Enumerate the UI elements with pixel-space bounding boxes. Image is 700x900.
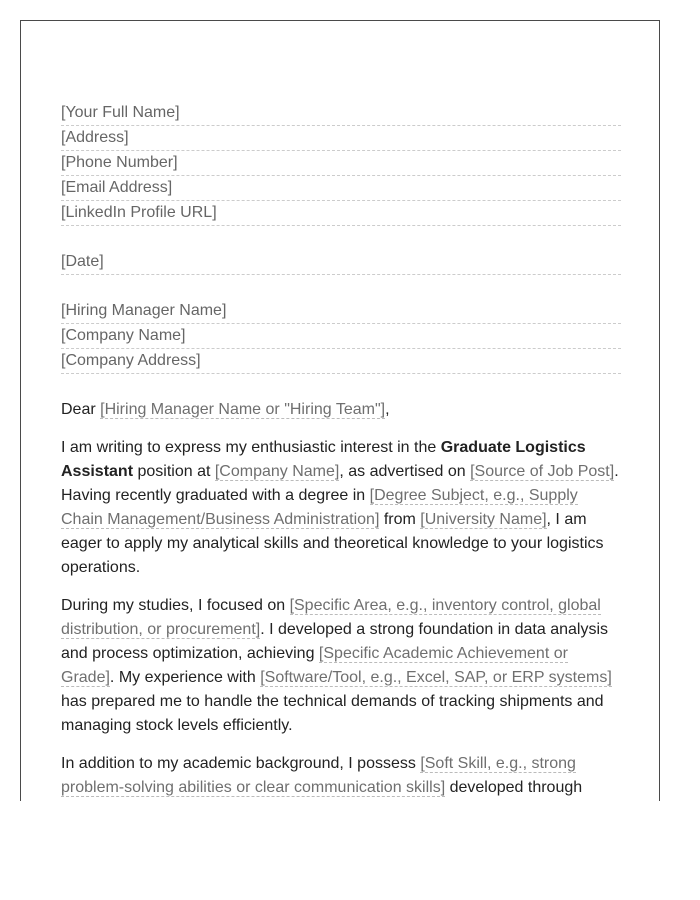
- specific-area-placeholder[interactable]: [Specific Area, e.g., inventory control, global distribution, or procurement]: [61, 597, 601, 638]
- spacer: [61, 275, 621, 299]
- para1-text: , as advertised on: [339, 463, 471, 480]
- sender-block: [61, 101, 621, 226]
- letter-content: [61, 101, 621, 800]
- salutation-prefix: Dear: [61, 401, 101, 418]
- para3-text: In addition to my academic background, I possess: [61, 755, 421, 772]
- full-name-field[interactable]: [Your Full Name]: [61, 101, 621, 126]
- para3-text: developed through: [445, 779, 583, 796]
- company-name-placeholder[interactable]: [Company Name]: [214, 463, 340, 480]
- job-source-placeholder[interactable]: [Source of Job Post]: [470, 463, 615, 480]
- body-paragraph-2: [61, 594, 621, 738]
- company-address-field[interactable]: [Company Address]: [61, 349, 621, 374]
- para2-text: . I developed a strong foundation in data analysis and process optimization, achieving: [61, 621, 608, 662]
- university-placeholder[interactable]: [University Name]: [420, 511, 547, 528]
- software-placeholder[interactable]: [Software/Tool, e.g., Excel, SAP, or ERP systems]: [260, 669, 612, 686]
- para1-text: . Having recently graduated with a degree in: [61, 463, 619, 504]
- soft-skill-placeholder[interactable]: [Soft Skill, e.g., strong problem-solving abilities or clear communication skills]: [61, 755, 576, 796]
- salutation-suffix: ,: [385, 401, 390, 418]
- para2-text: . My experience with: [109, 669, 261, 686]
- salutation-name-field[interactable]: [Hiring Manager Name or "Hiring Team"]: [100, 401, 386, 418]
- degree-placeholder[interactable]: [Degree Subject, e.g., Supply Chain Management/Business Administration]: [61, 487, 578, 528]
- body-paragraph-3: [61, 752, 621, 800]
- hiring-manager-field[interactable]: [Hiring Manager Name]: [61, 299, 621, 324]
- position-title: Graduate Logistics Assistant: [61, 439, 586, 480]
- para1-text: from: [379, 511, 421, 528]
- linkedin-field[interactable]: [LinkedIn Profile URL]: [61, 201, 621, 226]
- recipient-block: [61, 299, 621, 374]
- achievement-placeholder[interactable]: [Specific Academic Achievement or Grade]: [61, 645, 568, 686]
- para2-text: During my studies, I focused on: [61, 597, 290, 614]
- spacer: [61, 226, 621, 250]
- para1-text: position at: [133, 463, 215, 480]
- email-field[interactable]: [Email Address]: [61, 176, 621, 201]
- date-field[interactable]: [Date]: [61, 250, 621, 275]
- company-name-field[interactable]: [Company Name]: [61, 324, 621, 349]
- salutation: [61, 398, 621, 422]
- body-paragraph-1: [61, 436, 621, 580]
- para1-text: I am writing to express my enthusiastic interest in the: [61, 439, 441, 456]
- para1-text: , I am eager to apply my analytical skills and theoretical knowledge to your logistics operations.: [61, 511, 604, 576]
- address-field[interactable]: [Address]: [61, 126, 621, 151]
- phone-field[interactable]: [Phone Number]: [61, 151, 621, 176]
- para2-text: has prepared me to handle the technical demands of tracking shipments and managing stock levels efficiently.: [61, 693, 604, 734]
- letter-page: [20, 20, 660, 801]
